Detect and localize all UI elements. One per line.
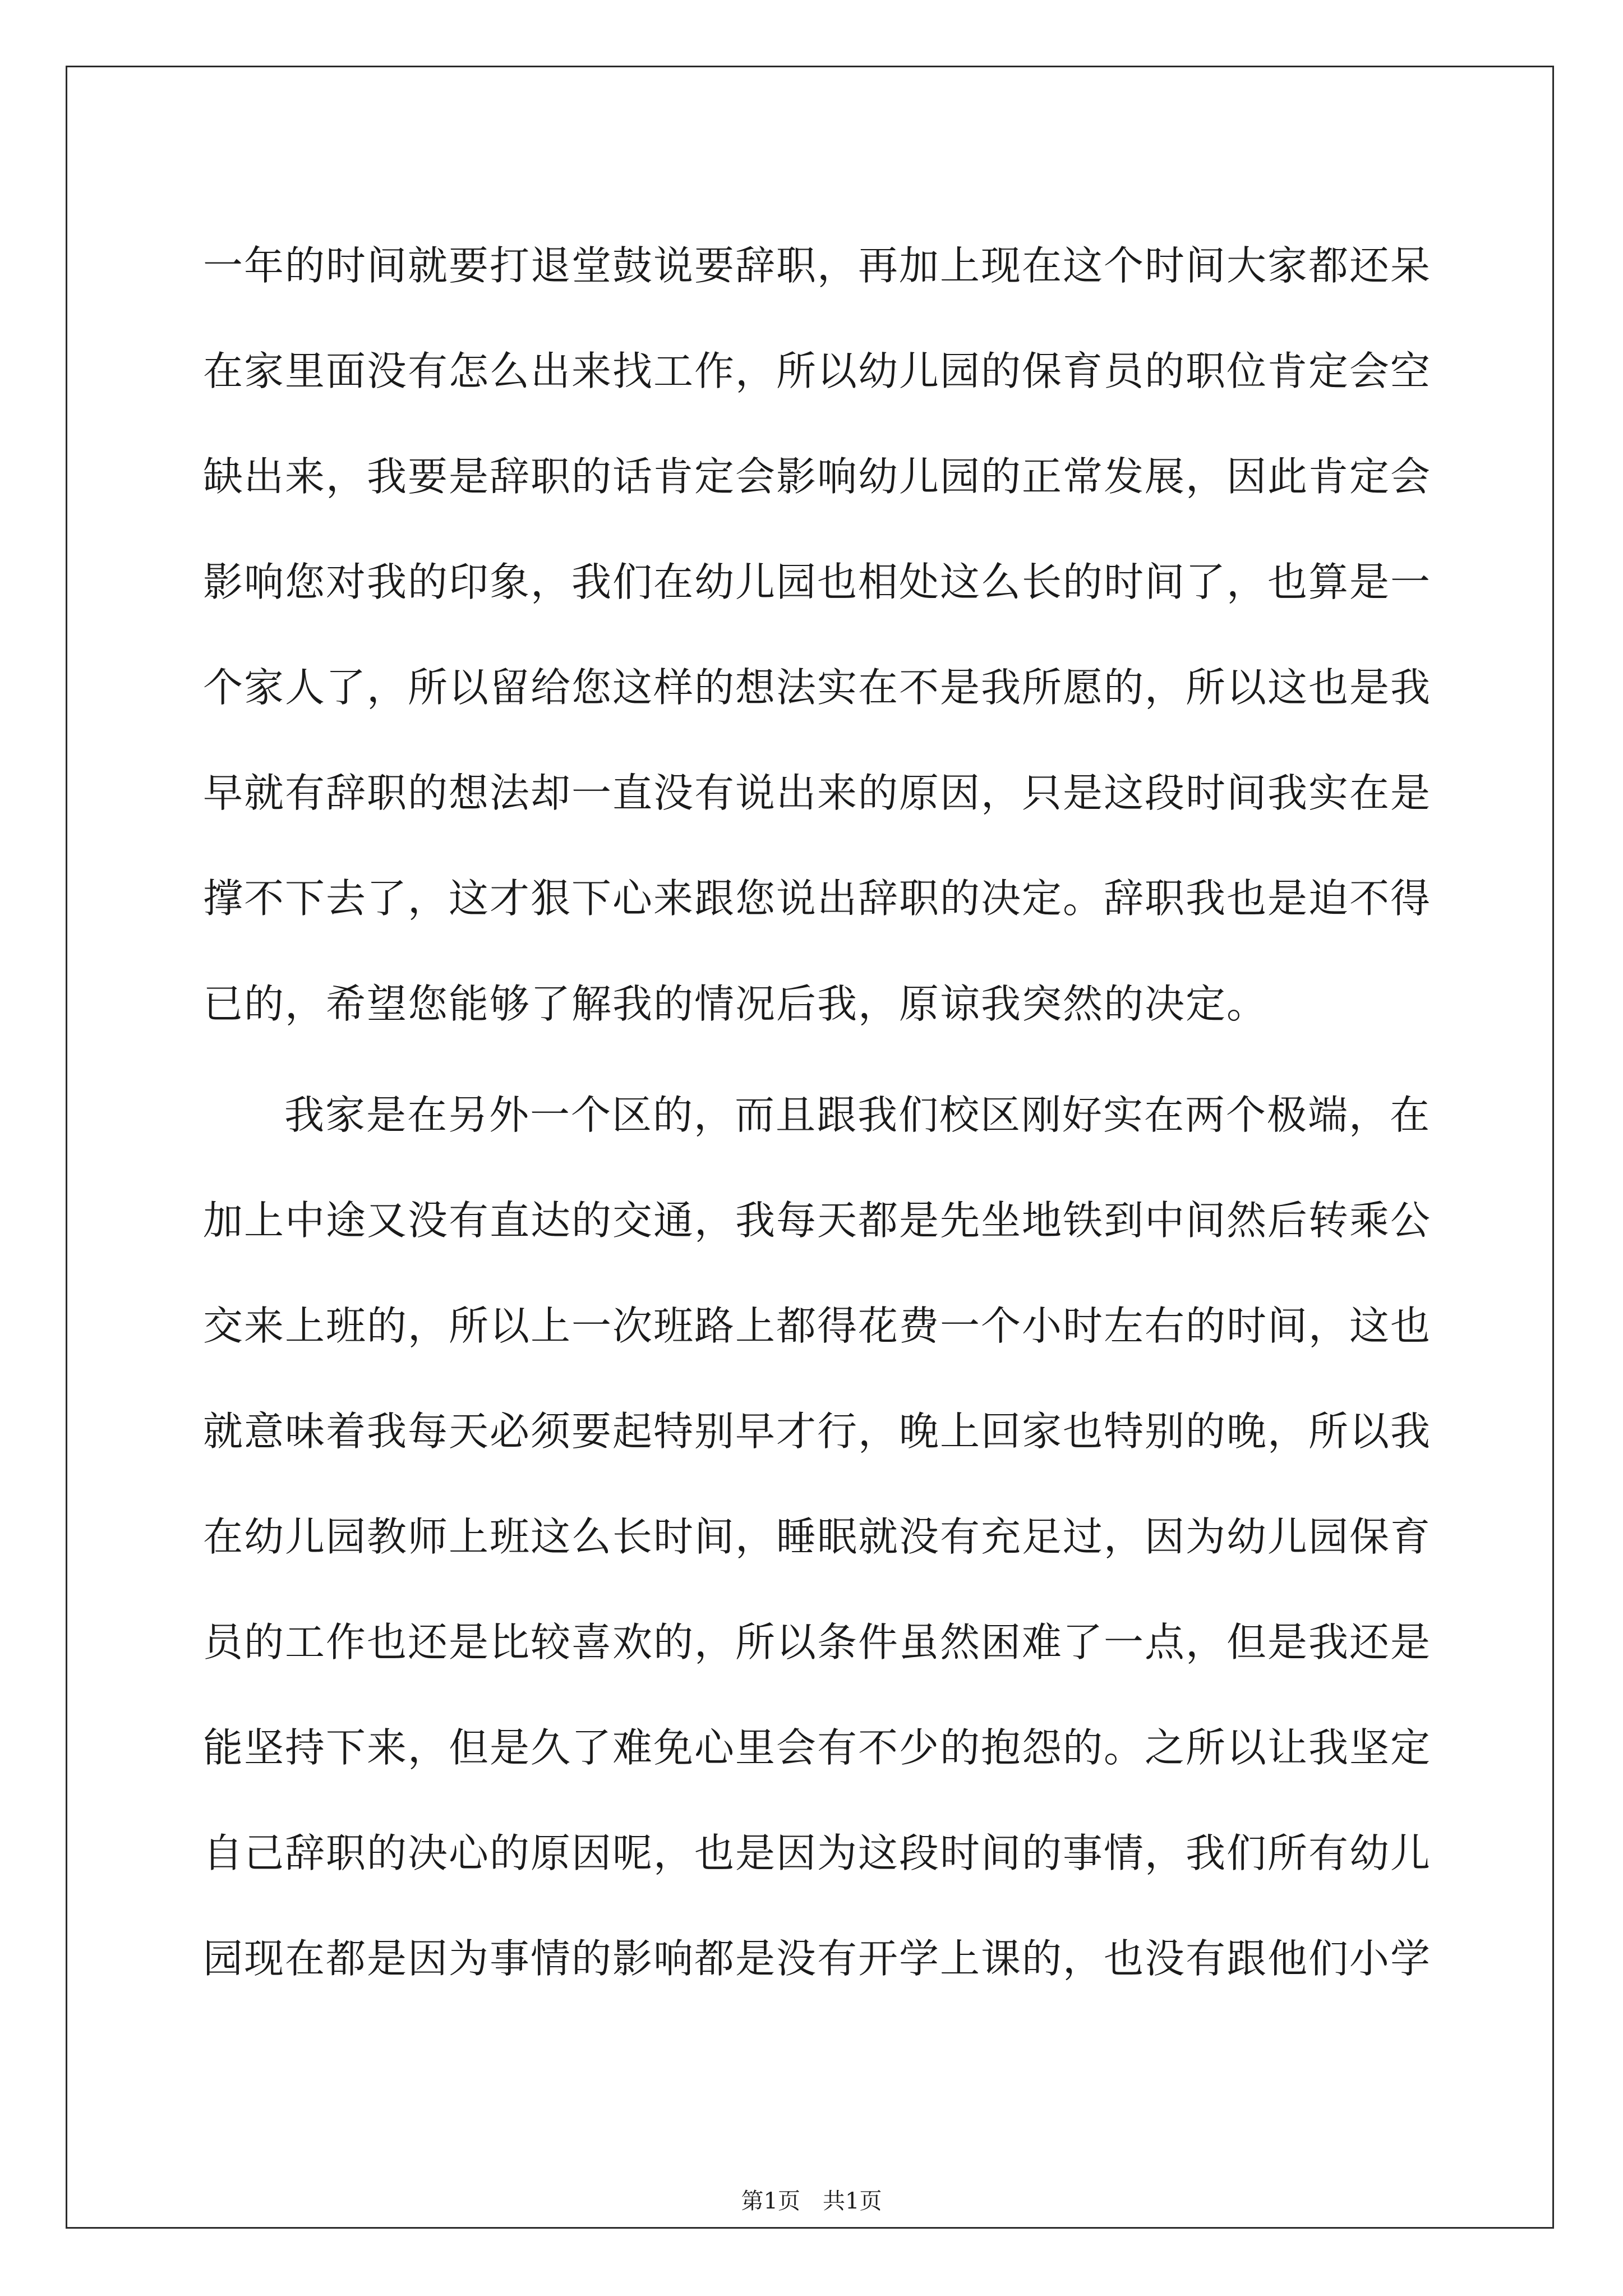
text-line: 园现在都是因为事情的影响都是没有开学上课的，也没有跟他们小学 [203, 1935, 1432, 1982]
text-line: 早就有辞职的想法却一直没有说出来的原因，只是这段时间我实在是 [203, 770, 1432, 816]
page-number-total: 共1页 [823, 2188, 882, 2214]
text-line: 员的工作也还是比较喜欢的，所以条件虽然困难了一点，但是我还是 [203, 1619, 1432, 1665]
text-line: 能坚持下来，但是久了难免心里会有不少的抱怨的。之所以让我坚定 [203, 1724, 1432, 1771]
text-line: 我家是在另外一个区的，而且跟我们校区刚好实在两个极端，在 [284, 1092, 1431, 1138]
text-line: 就意味着我每天必须要起特别早才行，晚上回家也特别的晚，所以我 [203, 1408, 1432, 1455]
text-line: 缺出来，我要是辞职的话肯定会影响幼儿园的正常发展，因此肯定会 [203, 453, 1432, 500]
text-line: 加上中途又没有直达的交通，我每天都是先坐地铁到中间然后转乘公 [203, 1197, 1432, 1244]
text-line: 在幼儿园教师上班这么长时间，睡眠就没有充足过，因为幼儿园保育 [203, 1513, 1432, 1560]
text-line: 撑不下去了，这才狠下心来跟您说出辞职的决定。辞职我也是迫不得 [203, 875, 1432, 922]
paragraph-2 [203, 1062, 1431, 2012]
text-line: 已的，希望您能够了解我的情况后我，原谅我突然的决定。 [203, 981, 1268, 1027]
text-line: 在家里面没有怎么出来找工作，所以幼儿园的保育员的职位肯定会空 [203, 348, 1432, 394]
text-line: 交来上班的，所以上一次班路上都得花费一个小时左右的时间，这也 [203, 1303, 1432, 1349]
page-footer [0, 2188, 1623, 2215]
page-number-current: 第1页 [741, 2188, 800, 2214]
text-line: 个家人了，所以留给您这样的想法实在不是我所愿的，所以这也是我 [203, 664, 1432, 711]
text-line: 影响您对我的印象，我们在幼儿园也相处这么长的时间了，也算是一 [203, 559, 1432, 605]
paragraph-1 [203, 213, 1431, 1057]
document-body [203, 213, 1431, 2012]
text-line: 自己辞职的决心的原因呢，也是因为这段时间的事情，我们所有幼儿 [203, 1830, 1432, 1876]
text-line: 一年的时间就要打退堂鼓说要辞职，再加上现在这个时间大家都还呆 [203, 242, 1432, 289]
